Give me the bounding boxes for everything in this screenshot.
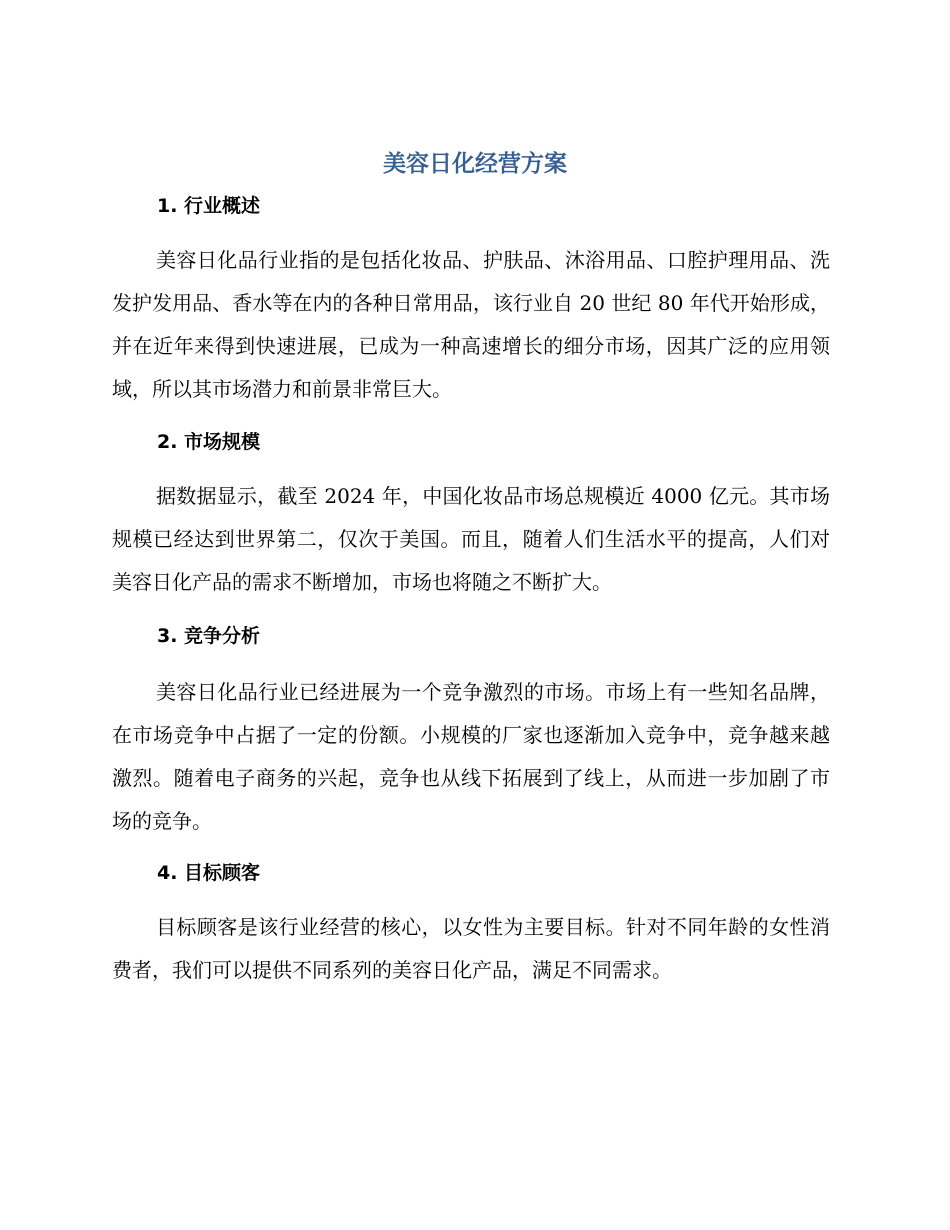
section-body-industry-overview: 美容日化品行业指的是包括化妆品、护肤品、沐浴用品、口腔护理用品、洗发护发用品、香水等在内的各种日常用品，该行业自 20 世纪 80 年代开始形成，并在近年来得到快速进展，已成为一种高速增长的细分市场，因其广泛的应用领域，所以其市场潜力和前景非常巨大。 [112, 248, 830, 401]
section-heading-industry-overview: 1. 行业概述 [157, 195, 261, 217]
section-heading-market-size: 2. 市场规模 [157, 431, 261, 453]
section-heading-target-customers: 4. 目标顾客 [157, 862, 261, 884]
section-body-market-size: 据数据显示，截至 2024 年，中国化妆品市场总规模近 4000 亿元。其市场规模已经达到世界第二，仅次于美国。而且，随着人们生活水平的提高，人们对美容日化产品的需求不断增加，市场也将随之不断扩大。 [112, 484, 830, 594]
section-heading-competition-analysis: 3. 竞争分析 [157, 625, 261, 647]
section-body-competition-analysis: 美容日化品行业已经进展为一个竞争激烈的市场。市场上有一些知名品牌，在市场竞争中占据了一定的份额。小规模的厂家也逐渐加入竞争中，竞争越来越激烈。随着电子商务的兴起，竞争也从线下拓展到了线上，从而进一步加剧了市场的竞争。 [112, 680, 830, 833]
document-title: 美容日化经营方案 [383, 151, 567, 177]
section-body-target-customers: 目标顾客是该行业经营的核心，以女性为主要目标。针对不同年龄的女性消费者，我们可以提供不同系列的美容日化产品，满足不同需求。 [112, 915, 830, 982]
